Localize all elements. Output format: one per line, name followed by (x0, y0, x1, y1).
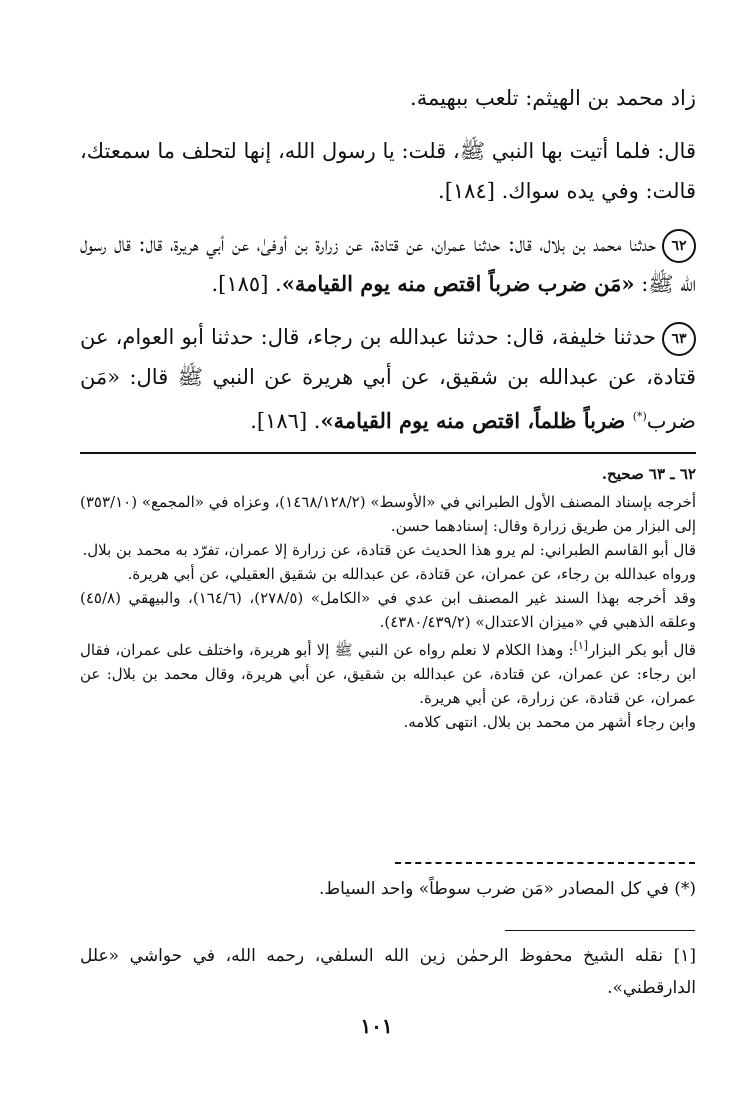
hadith-63 (80, 317, 696, 441)
note-paragraph: وقد أخرجه بهذا السند غير المصنف ابن عدي في «الكامل» (٢٧٨/٥)، (١٦٤/٦)، والبيهقي (٤٥/٨) وعلقه الذهبي في «ميزان الاعتدال» (٤٣٨٠/٤٣٩/٢). (80, 589, 696, 631)
note-paragraph: قال أبو بكر البزار[١]: وهذا الكلام لا نعلم رواه عن النبي ﷺ إلا أبو هريرة، واختلف على عمران، فقال ابن رجاء: عن عمران، عن قتادة، عن عبدالله بن شقيق، عن أبي هريرة، وقال محمد بن بلال: عن عمران، عن قتادة، عن زرارة، عن أبي هريرة. (80, 639, 696, 707)
hadith-number-badge: ٦٣ (662, 322, 696, 356)
numbered-footnote: [١] نقله الشيخ محفوظ الرحمٰن زين الله السلفي، رحمه الله، في حواشي «علل الدارقطني». (80, 946, 696, 998)
hadith-number-badge: ٦٢ (662, 229, 696, 263)
hadith-ref: . [١٨٥]. (211, 272, 282, 296)
footnote-star-marker: (*) (632, 410, 647, 423)
commentary-notes (80, 462, 696, 734)
hadith-text: حدثنا خليفة، قال: حدثنا عبدالله بن رجاء، قال: حدثنا أبو العوام، عن قتادة، عن عبدالله بن شقيق، عن أبي هريرة عن النبي ﷺ قال: «مَن ضرب (80, 325, 696, 433)
star-footnote: (*) في كل المصادر «مَن ضرب سوطاً» واحد السياط. (319, 879, 696, 899)
paragraph-addition: زاد محمد بن الهيثم: تلعب ببهيمة. (410, 86, 696, 110)
hadith-62 (80, 224, 696, 304)
hadith-ref: . [١٨٦]. (250, 409, 321, 433)
footnote-divider (505, 930, 695, 931)
notes-heading: ٦٢ ـ ٦٣ صحيح. (601, 465, 696, 483)
paragraph-narration: قال: فلما أتيت بها النبي ﷺ، قلت: يا رسول الله، إنها لتحلف ما سمعتك، قالت: وفي يده سواك. [١٨٤]. (80, 139, 696, 203)
hadith-quote: ضرباً ظلماً، اقتص منه يوم القيامة» (320, 408, 633, 433)
note-paragraph: قال أبو القاسم الطبراني: لم يرو هذا الحديث عن قتادة، عن زرارة إلا عمران، تفرّد به محمد بن بلال. (82, 541, 696, 559)
footnote-ref-marker: [١] (573, 639, 589, 652)
note-paragraph: ورواه عبدالله بن رجاء، عن عمران، عن قتادة، عن عبدالله بن شقيق العقيلي، عن أبي هريرة. (127, 565, 696, 583)
main-text (80, 78, 696, 454)
hadith-quote: «مَن ضرب ضرباً اقتص منه يوم القيامة» (281, 271, 635, 296)
page-number: ١٠١ (360, 1014, 393, 1038)
dashed-divider (395, 862, 695, 864)
note-paragraph: وابن رجاء أشهر من محمد بن بلال. انتهى كلامه. (403, 713, 696, 731)
note-paragraph: أخرجه بإسناد المصنف الأول الطبراني في «الأوسط» (١٤٦٨/١٢٨/٢)، وعزاه في «المجمع» (٣٥٣/١٠) إلى البزار من طريق زرارة وقال: إسنادهما حسن. (80, 493, 696, 535)
hadith-text: حدثنا محمد بن بلال، قال: حدثنا عمران، عن قتادة، عن زرارة بن أوفىٰ، عن أبي هريرة، قال: قال رسول الله ﷺ: (80, 232, 696, 296)
notes-divider (80, 452, 696, 454)
